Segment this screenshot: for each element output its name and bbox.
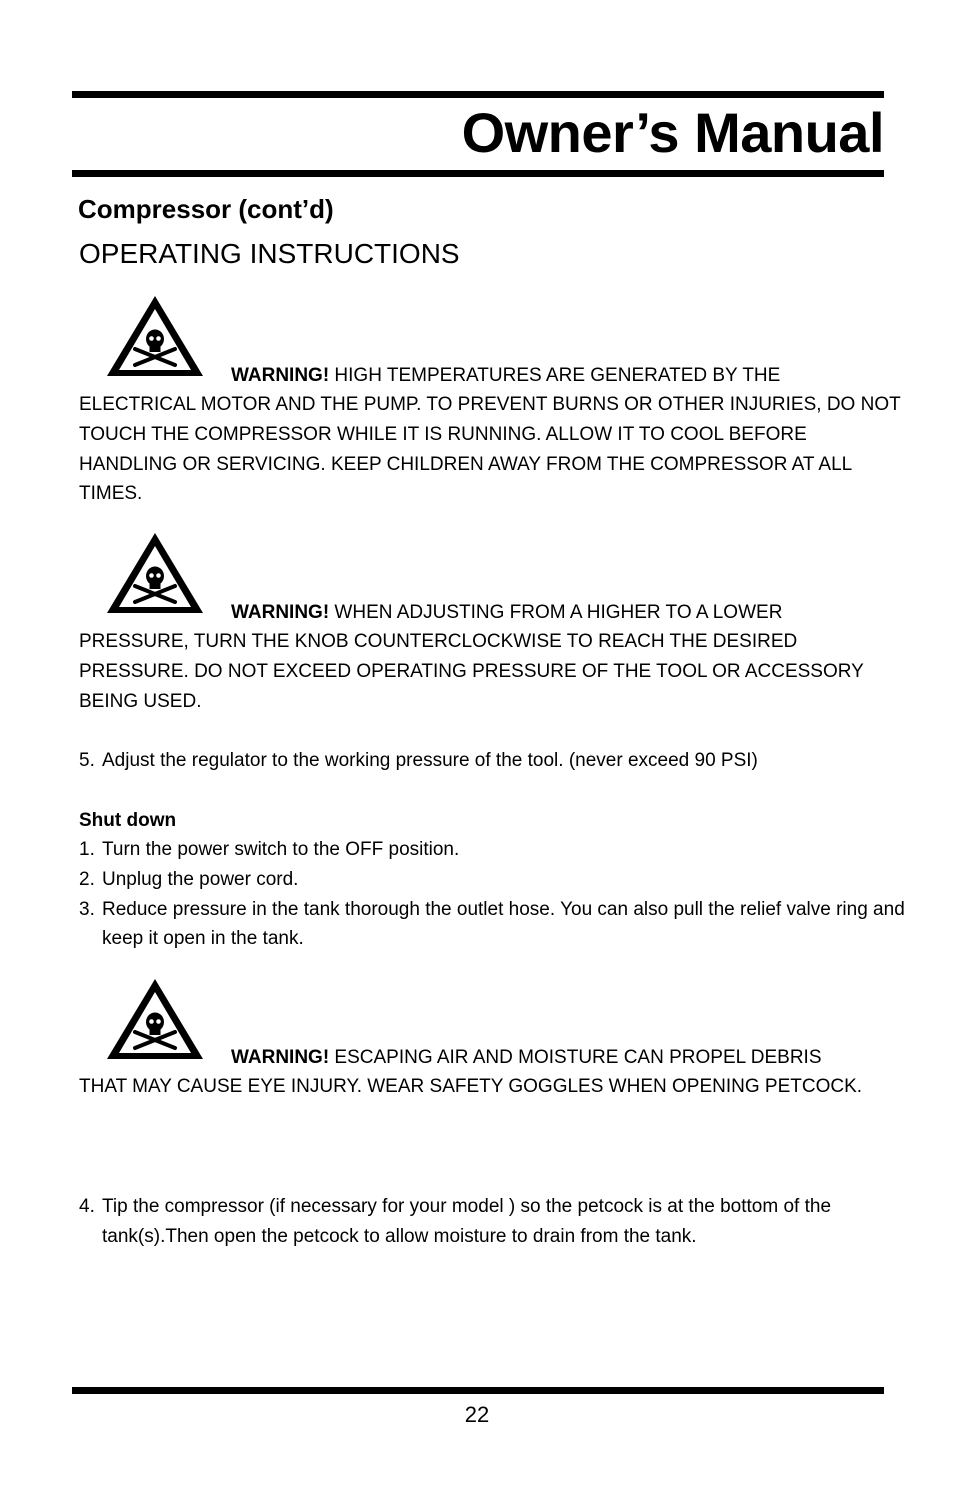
page-title: Owner’s Manual xyxy=(461,101,884,164)
warning-3-body: THAT MAY CAUSE EYE INJURY. WEAR SAFETY GOGGLES WHEN OPENING PETCOCK. xyxy=(79,1076,863,1097)
warning-1-lead-text: HIGH TEMPERATURES ARE GENERATED BY THE xyxy=(329,365,781,386)
warning-1-body: ELECTRICAL MOTOR AND THE PUMP. TO PREVENT BURNS OR OTHER INJURIES, DO NOT TOUCH THE COMPRESSOR WHILE IT IS RUNNING. ALLOW IT TO COOL BEFORE HANDLING OR SERVICING. KEEP CHILDREN AWAY FROM THE COMPRESSOR AT ALL TIMES. xyxy=(79,394,901,505)
warning-1-first-line xyxy=(79,361,954,391)
section-subheading: OPERATING INSTRUCTIONS xyxy=(79,238,460,269)
list-item xyxy=(79,835,909,865)
list-text: Tip the compressor (if necessary for your model ) so the petcock is at the bottom of the tank(s).Then open the petcock to allow moisture to drain from the tank. xyxy=(102,1195,832,1247)
list-number: 5. xyxy=(79,750,95,771)
warning-label: WARNING! xyxy=(231,1047,330,1068)
list-number: 2. xyxy=(79,868,95,890)
section-heading: Compressor (cont’d) xyxy=(78,194,334,224)
list-text: Turn the power switch to the OFF position. xyxy=(102,839,460,860)
header-top-rule xyxy=(72,91,884,98)
warning-2-body: PRESSURE, TURN THE KNOB COUNTERCLOCKWISE TO REACH THE DESIRED PRESSURE. DO NOT EXCEED OPERATING PRESSURE OF THE TOOL OR ACCESSORY BEING USED. xyxy=(79,631,864,712)
shutdown-list xyxy=(79,835,909,954)
footer-rule xyxy=(72,1387,884,1394)
list-number: 1. xyxy=(79,839,95,860)
header-bottom-rule xyxy=(72,170,884,177)
list-item xyxy=(79,865,909,895)
list-item xyxy=(79,895,909,955)
warning-3-first-line xyxy=(79,1043,954,1073)
list-text: Reduce pressure in the tank thorough the outlet hose. You can also pull the relief valve ring and keep it open in the tank. xyxy=(102,898,905,950)
list-number: 3. xyxy=(79,898,95,920)
list-text: Unplug the power cord. xyxy=(102,868,299,890)
step-4 xyxy=(79,1192,932,1252)
warning-3-lead-text: ESCAPING AIR AND MOISTURE CAN PROPEL DEBRIS xyxy=(329,1047,822,1068)
step-5 xyxy=(79,746,932,776)
warning-2-lead-text: WHEN ADJUSTING FROM A HIGHER TO A LOWER xyxy=(329,602,783,623)
shutdown-heading: Shut down xyxy=(79,810,177,831)
warning-2-first-line xyxy=(79,598,954,628)
warning-label: WARNING! xyxy=(231,602,330,623)
list-number: 4. xyxy=(79,1195,95,1217)
list-text: Adjust the regulator to the working pressure of the tool. (never exceed 90 PSI) xyxy=(102,750,758,771)
warning-label: WARNING! xyxy=(231,365,330,386)
page-number: 22 xyxy=(464,1402,490,1427)
